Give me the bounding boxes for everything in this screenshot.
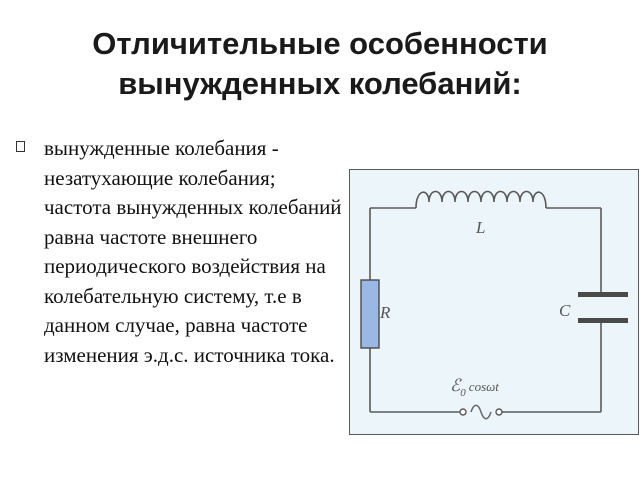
source-subscript: 0 [460,387,466,399]
slide-title: Отличительные особенности вынужденных колебаний: [92,26,548,101]
source-label [450,376,499,399]
source-terminal-right-icon [496,409,502,415]
capacitor-top-plate-icon [578,292,628,297]
bullet-text: вынужденные колебания - незатухающие колебания; частота вынужденных колебаний равна частоте внешнего периодического воздействия на колебательную систему, т.е в данном случае, равна частоте изменения э.д.с. источника тока. [44,136,342,367]
source-terminal-left-icon [460,409,466,415]
bullet-marker [16,141,25,152]
inductor-coil-icon [416,192,546,209]
resistor-label: R [380,303,391,322]
source-emf-symbol: ℰ [450,376,461,395]
ac-wave-icon [471,405,491,419]
resistor-icon [361,280,379,348]
source-function: cosωt [468,379,499,394]
rlc-circuit-diagram [349,169,639,435]
capacitor-bottom-plate-icon [578,318,628,323]
capacitor-label: C [559,301,571,320]
inductor-label: L [476,218,486,237]
circuit-svg [350,170,640,436]
